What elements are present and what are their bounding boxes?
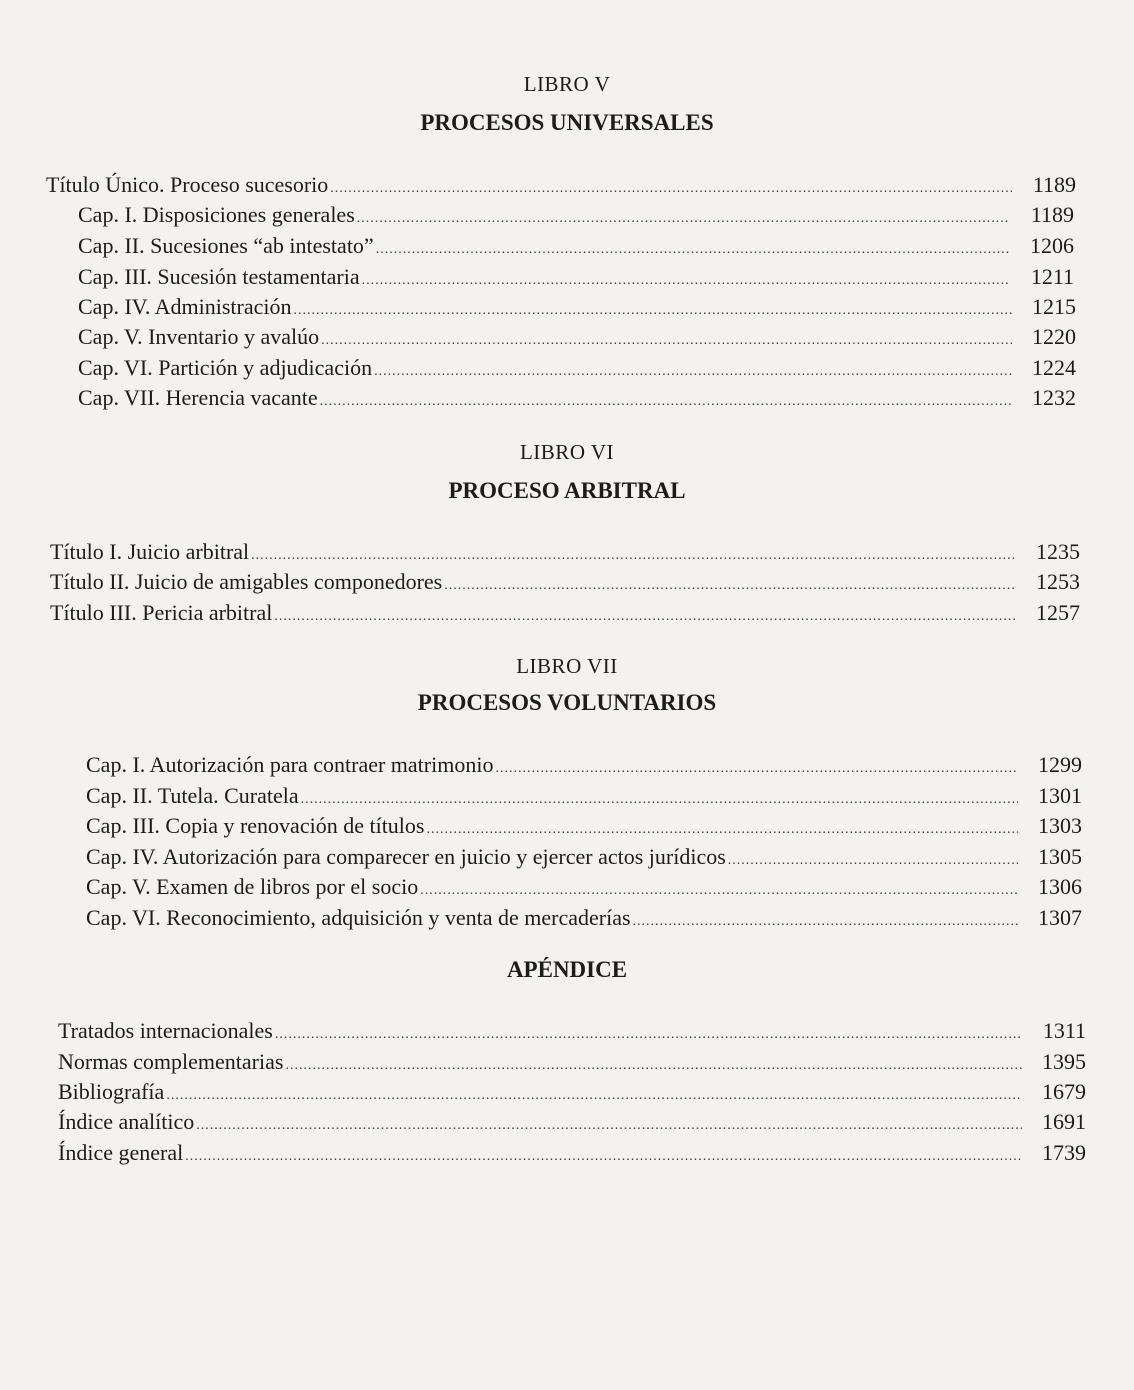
entry-page: 1299 bbox=[1038, 752, 1082, 777]
leader-dots bbox=[420, 876, 1018, 906]
entry-label: Título II. Juicio de amigables componedores bbox=[50, 569, 443, 594]
entry-label: Título I. Juicio arbitral bbox=[50, 539, 250, 564]
libro-7-title: PROCESOS VOLUNTARIOS bbox=[417, 690, 717, 715]
toc-entry[interactable] bbox=[50, 598, 1080, 628]
entry-label: Índice analítico bbox=[58, 1109, 195, 1134]
entry-label: Cap. III. Sucesión testamentaria bbox=[78, 264, 360, 289]
leader-dots bbox=[633, 907, 1018, 937]
entry-page: 1395 bbox=[1042, 1049, 1086, 1074]
entry-page: 1189 bbox=[1030, 202, 1074, 227]
entry-page: 1739 bbox=[1042, 1140, 1086, 1165]
libro-5-title: PROCESOS UNIVERSALES bbox=[420, 110, 714, 135]
entry-page: 1306 bbox=[1038, 874, 1082, 899]
entry-label: Cap. III. Copia y renovación de títulos bbox=[86, 813, 425, 838]
toc-entry[interactable] bbox=[78, 200, 1074, 230]
entry-page: 1691 bbox=[1042, 1109, 1086, 1134]
leader-dots bbox=[426, 815, 1018, 845]
entry-label: Cap. IV. Administración bbox=[78, 294, 292, 319]
leader-dots bbox=[495, 754, 1018, 784]
entry-label: Título III. Pericia arbitral bbox=[50, 600, 273, 625]
entry-page: 1305 bbox=[1038, 844, 1082, 869]
entry-label: Normas complementarias bbox=[58, 1049, 284, 1074]
toc-entry[interactable] bbox=[46, 170, 1076, 200]
toc-entry[interactable] bbox=[86, 781, 1082, 811]
entry-label: Cap. II. Sucesiones “ab intestato” bbox=[78, 233, 374, 258]
toc-entry[interactable] bbox=[86, 903, 1082, 933]
libro-5-heading: LIBRO V bbox=[523, 72, 611, 96]
toc-entry[interactable] bbox=[78, 292, 1076, 322]
libro-6-title: PROCESO ARBITRAL bbox=[448, 478, 686, 503]
entry-page: 1307 bbox=[1038, 905, 1082, 930]
entry-page: 1189 bbox=[1032, 172, 1076, 197]
leader-dots bbox=[321, 326, 1012, 356]
toc-entry[interactable] bbox=[58, 1016, 1086, 1046]
toc-entry[interactable] bbox=[78, 231, 1074, 261]
libro-6-heading: LIBRO VI bbox=[519, 440, 615, 464]
entry-label: Cap. V. Examen de libros por el socio bbox=[86, 874, 419, 899]
entry-label: Índice general bbox=[58, 1140, 184, 1165]
leader-dots bbox=[376, 235, 1010, 265]
entry-page: 1235 bbox=[1036, 539, 1080, 564]
toc-entry[interactable] bbox=[58, 1047, 1086, 1077]
leader-dots bbox=[275, 1020, 1022, 1050]
toc-entry[interactable] bbox=[86, 811, 1082, 841]
entry-label: Tratados internacionales bbox=[58, 1018, 273, 1043]
entry-label: Cap. VI. Reconocimiento, adquisición y venta de mercaderías bbox=[86, 905, 631, 930]
entry-page: 1257 bbox=[1036, 600, 1080, 625]
apendice-title: APÉNDICE bbox=[506, 957, 628, 982]
leader-dots bbox=[357, 204, 1010, 234]
entry-label: Cap. V. Inventario y avalúo bbox=[78, 324, 320, 349]
toc-entry[interactable] bbox=[78, 353, 1076, 383]
entry-page: 1215 bbox=[1032, 294, 1076, 319]
entry-page: 1232 bbox=[1032, 385, 1076, 410]
entry-label: Cap. I. Disposiciones generales bbox=[78, 202, 355, 227]
leader-dots bbox=[320, 387, 1012, 417]
entry-page: 1303 bbox=[1038, 813, 1082, 838]
toc-entry[interactable] bbox=[58, 1077, 1086, 1107]
entry-label: Cap. IV. Autorización para comparecer en juicio y ejercer actos jurídicos bbox=[86, 844, 726, 869]
entry-label: Cap. I. Autorización para contraer matrimonio bbox=[86, 752, 494, 777]
toc-entry[interactable] bbox=[78, 322, 1076, 352]
entry-page: 1220 bbox=[1032, 324, 1076, 349]
entry-page: 1253 bbox=[1036, 569, 1080, 594]
leader-dots bbox=[274, 602, 1016, 632]
entry-page: 1301 bbox=[1038, 783, 1082, 808]
toc-entry[interactable] bbox=[86, 872, 1082, 902]
toc-entry[interactable] bbox=[86, 750, 1082, 780]
toc-entry[interactable] bbox=[50, 537, 1080, 567]
leader-dots bbox=[444, 571, 1016, 601]
entry-label: Cap. II. Tutela. Curatela bbox=[86, 783, 299, 808]
entry-page: 1311 bbox=[1042, 1018, 1086, 1043]
entry-page: 1679 bbox=[1042, 1079, 1086, 1104]
toc-entry[interactable] bbox=[50, 567, 1080, 597]
entry-label: Cap. VI. Partición y adjudicación bbox=[78, 355, 373, 380]
entry-page: 1211 bbox=[1030, 264, 1074, 289]
entry-label: Título Único. Proceso sucesorio bbox=[46, 172, 329, 197]
toc-entry[interactable] bbox=[78, 262, 1074, 292]
libro-7-heading: LIBRO VII bbox=[516, 654, 618, 678]
toc-entry[interactable] bbox=[78, 383, 1076, 413]
toc-entry[interactable] bbox=[58, 1138, 1086, 1168]
entry-page: 1224 bbox=[1032, 355, 1076, 380]
entry-label: Bibliografía bbox=[58, 1079, 165, 1104]
entry-page: 1206 bbox=[1030, 233, 1074, 258]
toc-entry[interactable] bbox=[58, 1107, 1086, 1137]
entry-label: Cap. VII. Herencia vacante bbox=[78, 385, 318, 410]
leader-dots bbox=[196, 1111, 1022, 1141]
toc-entry[interactable] bbox=[86, 842, 1082, 872]
leader-dots bbox=[185, 1142, 1022, 1172]
